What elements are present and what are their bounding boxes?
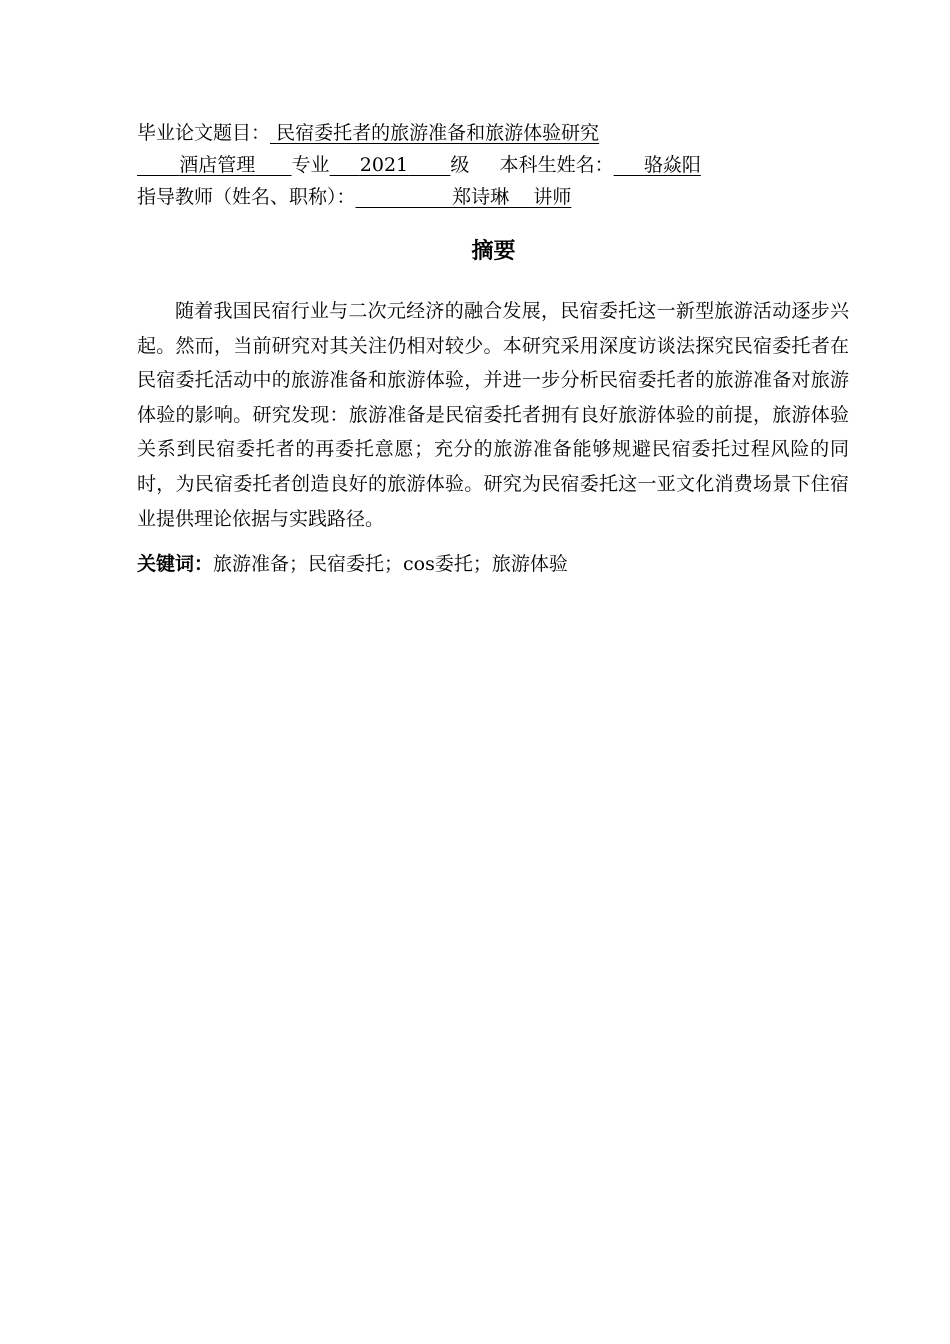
student-info-line <box>137 150 701 180</box>
advisor-value: 郑诗琳 讲师 <box>452 186 572 208</box>
grade-label: 级 <box>450 154 470 176</box>
abstract-heading: 摘要 <box>471 239 516 264</box>
thesis-title-value: 民宿委托者的旅游准备和旅游体验研究 <box>276 122 600 144</box>
student-name-value: 骆焱阳 <box>643 154 701 176</box>
major-label: 专业 <box>291 154 330 176</box>
abstract-body: 随着我国民宿行业与二次元经济的融合发展，民宿委托这一新型旅游活动逐步兴起。然而，当前研究对其关注仍相对较少。本研究采用深度访谈法探究民宿委托者在民宿委托活动中的旅游准备和旅游体验，并进一步分析民宿委托者的旅游准备对旅游体验的影响。研究发现：旅游准备是民宿委托者拥有良好旅游体验的前提，旅游体验关系到民宿委托者的再委托意愿；充分的旅游准备能够规避民宿委托过程风险的同时，为民宿委托者创造良好的旅游体验。研究为民宿委托这一亚文化消费场景下住宿业提供理论依据与实践路径。 <box>137 300 849 530</box>
advisor-label: 指导教师（姓名、职称）： <box>137 186 356 208</box>
thesis-title-label: 毕业论文题目： <box>137 122 271 144</box>
keywords-label: 关键词： <box>137 553 214 575</box>
advisor-line <box>137 182 571 212</box>
major-value: 酒店管理 <box>179 154 256 176</box>
keywords-line <box>137 548 849 580</box>
student-name-label: 本科生姓名： <box>499 154 614 176</box>
thesis-title-line <box>137 118 599 148</box>
grade-value: 2021 <box>359 154 409 176</box>
keywords-value: 旅游准备；民宿委托；cos委托；旅游体验 <box>213 553 568 575</box>
